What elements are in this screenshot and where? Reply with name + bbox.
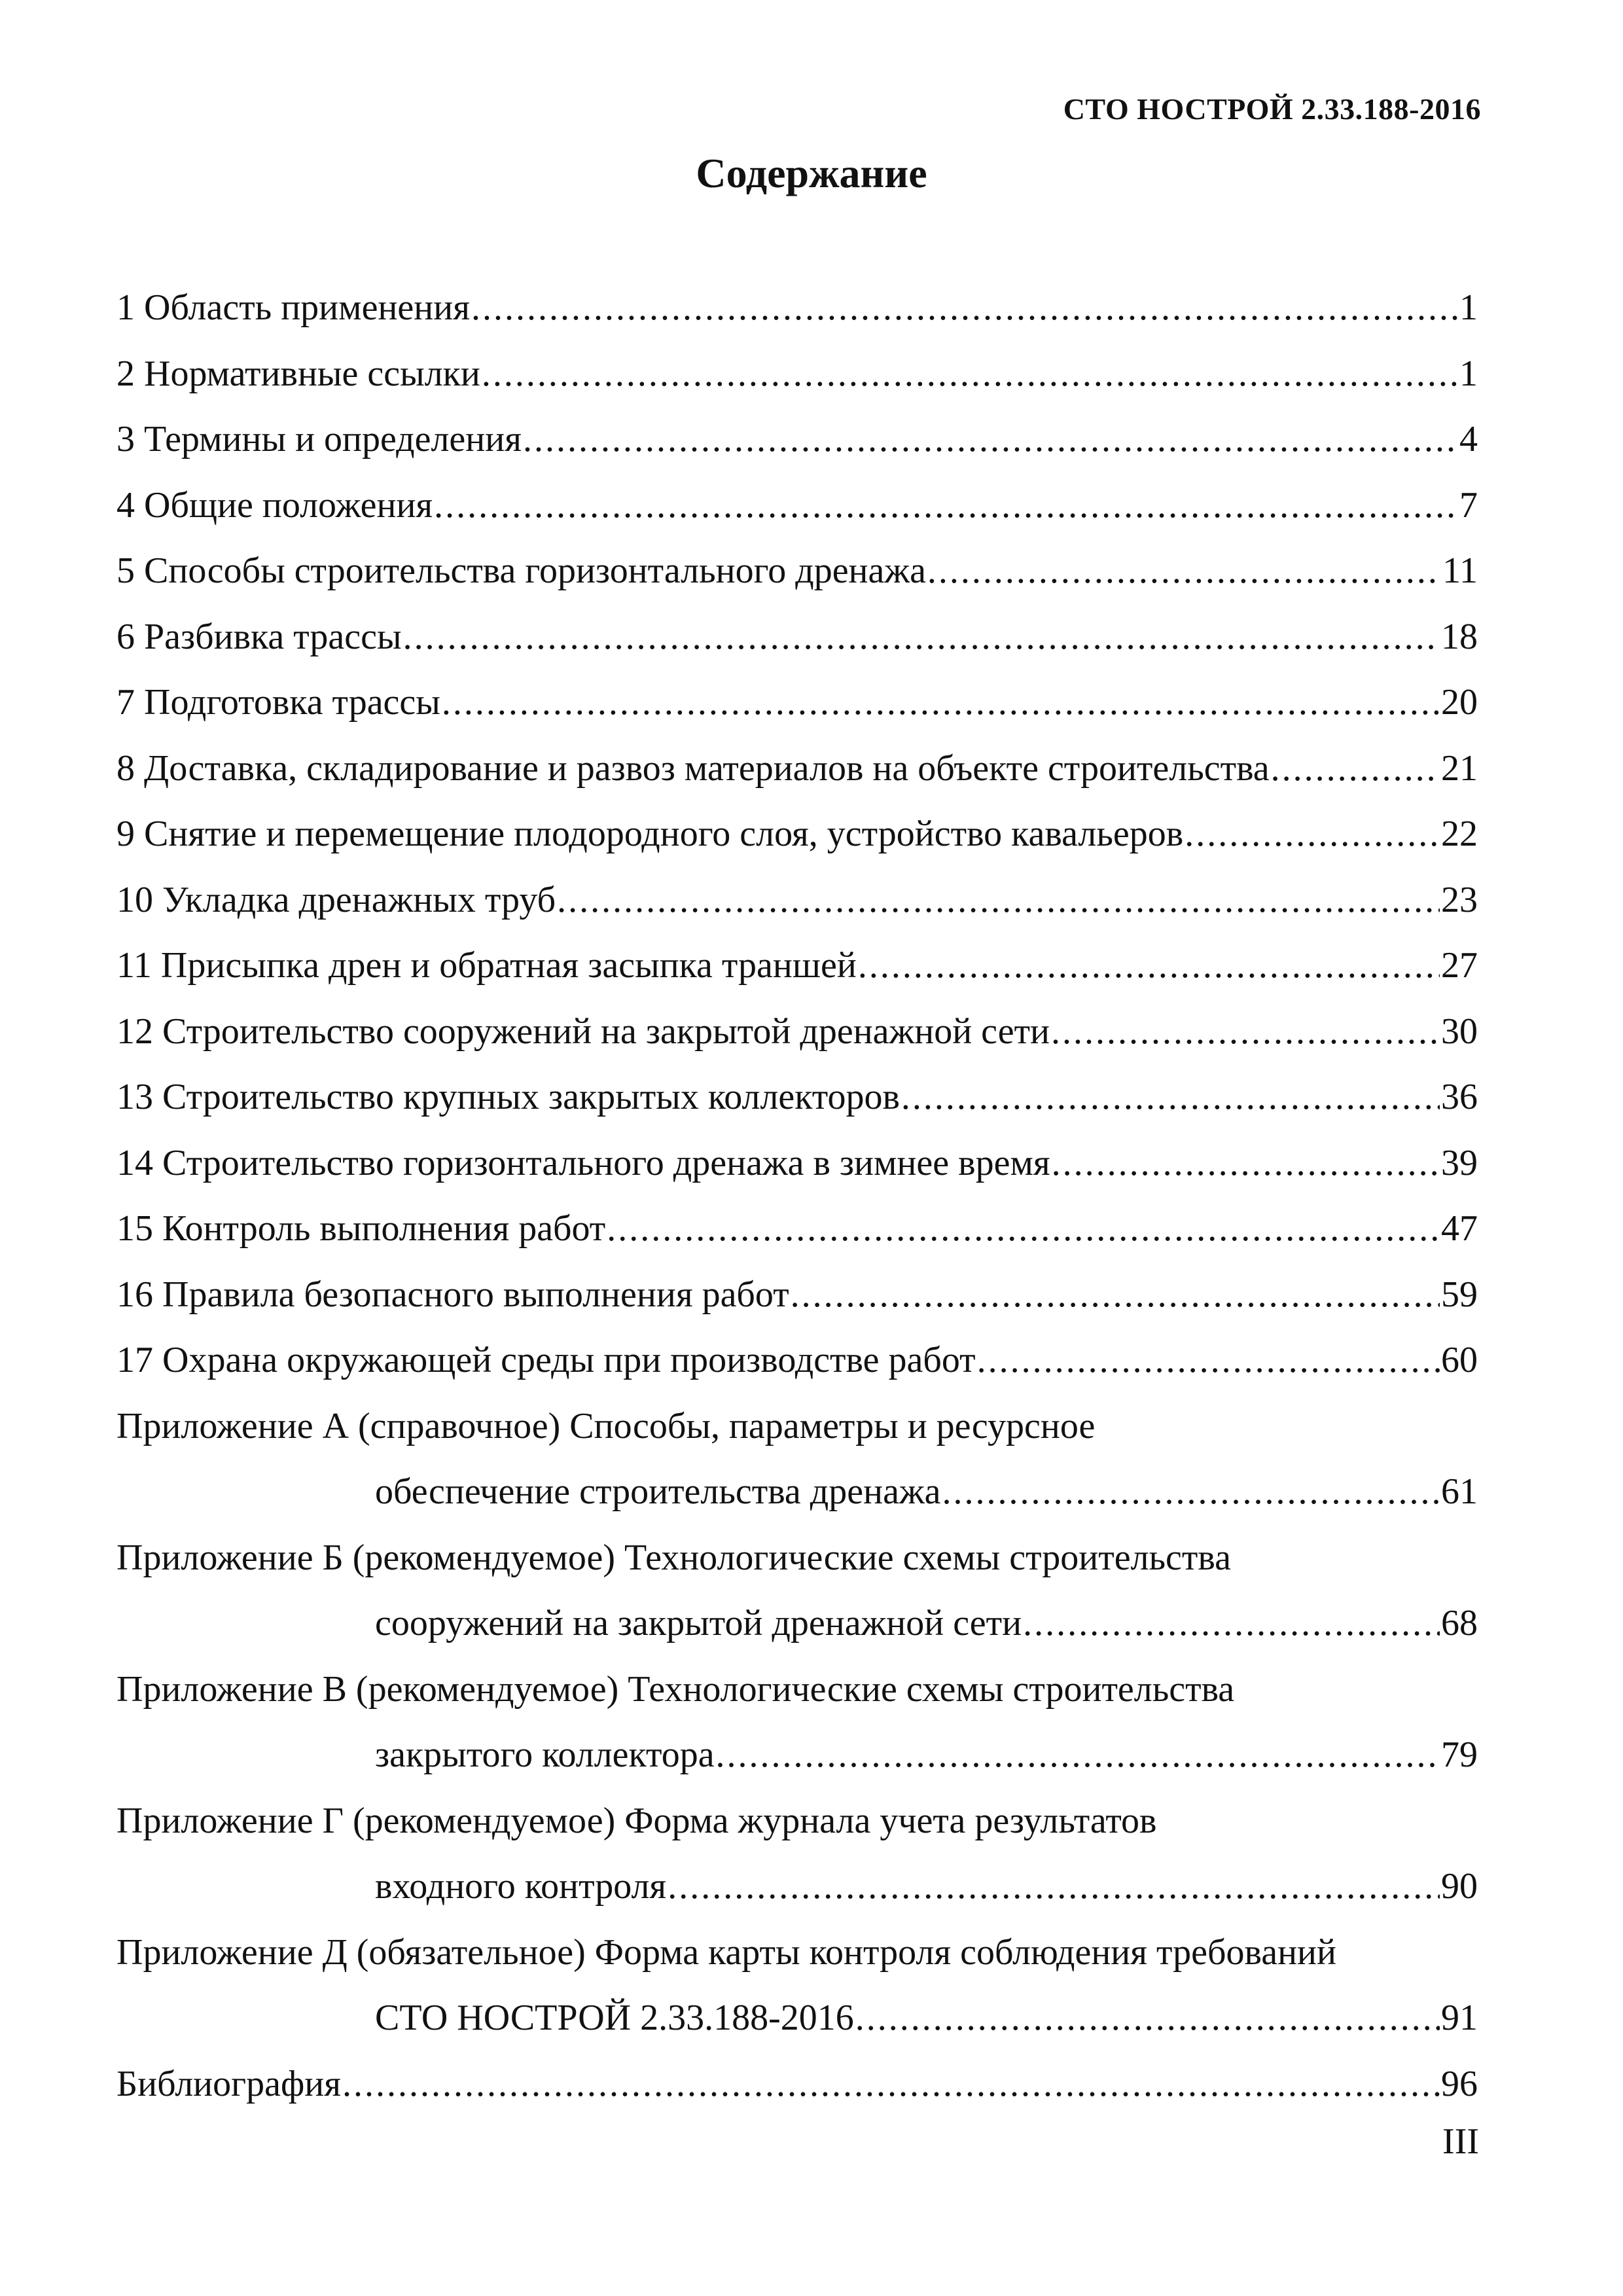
toc-leader-dots bbox=[791, 1262, 1440, 1328]
toc-leader-dots bbox=[607, 1196, 1440, 1262]
toc-entry-page: 20 bbox=[1441, 682, 1478, 723]
toc-leader-dots bbox=[471, 275, 1458, 341]
toc-entry-1[interactable] bbox=[116, 275, 1478, 341]
toc-entry-2[interactable] bbox=[116, 341, 1478, 407]
toc-entry-text: 6 Разбивка трассы bbox=[116, 616, 402, 657]
toc-leader-dots bbox=[342, 2051, 1440, 2117]
toc-entry-page: 4 bbox=[1459, 419, 1478, 459]
toc-entry-page: 39 bbox=[1441, 1142, 1478, 1183]
toc-leader-dots bbox=[927, 538, 1441, 604]
toc-entry-text: 11 Присыпка дрен и обратная засыпка траншей bbox=[116, 945, 857, 986]
toc-entry-page: 90 bbox=[1441, 1866, 1478, 1907]
toc-entry-text: 9 Снятие и перемещение плодородного слоя, устройство кавальеров bbox=[116, 814, 1184, 854]
table-of-contents bbox=[116, 275, 1478, 2117]
toc-entry-17[interactable] bbox=[116, 1327, 1478, 1393]
toc-appendix-a-cont[interactable] bbox=[116, 1459, 1478, 1525]
toc-leader-dots bbox=[442, 670, 1440, 736]
toc-entry-page: 7 bbox=[1459, 484, 1478, 526]
toc-entry-page: 1 bbox=[1459, 353, 1478, 394]
toc-entry-text: 10 Укладка дренажных труб bbox=[116, 879, 556, 920]
toc-entry-text: 3 Термины и определения bbox=[116, 419, 522, 459]
toc-leader-dots bbox=[1051, 999, 1440, 1065]
toc-appendix-a[interactable] bbox=[116, 1393, 1478, 1460]
toc-entry-text: Библиография bbox=[116, 2063, 341, 2104]
toc-appendix-b-cont[interactable] bbox=[116, 1590, 1478, 1657]
toc-entry-text: 14 Строительство горизонтального дренажа в зимнее время bbox=[116, 1142, 1050, 1183]
toc-entry-text: Приложение А (справочное) Способы, параметры и ресурсное bbox=[116, 1405, 1096, 1446]
toc-leader-dots bbox=[434, 473, 1458, 539]
toc-leader-dots bbox=[1023, 1590, 1440, 1657]
toc-entry-6[interactable] bbox=[116, 604, 1478, 670]
toc-entry-page: 23 bbox=[1441, 879, 1478, 920]
toc-entry-text: 2 Нормативные ссылки bbox=[116, 353, 480, 394]
toc-leader-dots bbox=[942, 1459, 1440, 1525]
toc-entry-continuation: закрытого коллектора bbox=[375, 1734, 715, 1775]
toc-entry-11[interactable] bbox=[116, 933, 1478, 999]
toc-entry-page: 60 bbox=[1441, 1340, 1478, 1380]
toc-entry-page: 11 bbox=[1442, 550, 1478, 591]
toc-entry-7[interactable] bbox=[116, 670, 1478, 736]
toc-entry-page: 91 bbox=[1441, 1998, 1478, 2038]
toc-leader-dots bbox=[523, 406, 1458, 473]
toc-appendix-b[interactable] bbox=[116, 1525, 1478, 1591]
toc-entry-16[interactable] bbox=[116, 1262, 1478, 1328]
toc-entry-12[interactable] bbox=[116, 999, 1478, 1065]
toc-leader-dots bbox=[977, 1327, 1440, 1393]
toc-leader-dots bbox=[557, 867, 1440, 933]
toc-entry-page: 27 bbox=[1441, 945, 1478, 986]
toc-entry-text: Приложение Г (рекомендуемое) Форма журнала учета результатов bbox=[116, 1800, 1157, 1841]
toc-title: Содержание bbox=[696, 150, 927, 196]
toc-entry-text: 1 Область применения bbox=[116, 287, 470, 328]
toc-entry-page: 47 bbox=[1441, 1208, 1478, 1249]
toc-entry-continuation: обеспечение строительства дренажа bbox=[375, 1471, 941, 1512]
toc-bibliography[interactable] bbox=[116, 2051, 1478, 2117]
document-code-header: СТО НОСТРОЙ 2.33.188-2016 bbox=[1063, 92, 1481, 126]
toc-entry-page: 79 bbox=[1441, 1734, 1478, 1775]
toc-entry-10[interactable] bbox=[116, 867, 1478, 933]
toc-entry-text: 5 Способы строительства горизонтального дренажа bbox=[116, 550, 926, 591]
toc-entry-14[interactable] bbox=[116, 1130, 1478, 1196]
toc-entry-continuation: СТО НОСТРОЙ 2.33.188-2016 bbox=[375, 1998, 854, 2038]
toc-entry-page: 61 bbox=[1441, 1471, 1478, 1512]
toc-entry-5[interactable] bbox=[116, 538, 1478, 604]
toc-entry-15[interactable] bbox=[116, 1196, 1478, 1262]
toc-entry-text: 7 Подготовка трассы bbox=[116, 682, 440, 723]
toc-leader-dots bbox=[858, 933, 1440, 999]
toc-entry-text: Приложение Б (рекомендуемое) Технологические схемы строительства bbox=[116, 1537, 1231, 1578]
toc-entry-4[interactable] bbox=[116, 473, 1478, 539]
toc-entry-text: 4 Общие положения bbox=[116, 484, 433, 526]
toc-entry-text: 13 Строительство крупных закрытых коллекторов bbox=[116, 1077, 900, 1117]
toc-entry-text: 8 Доставка, складирование и развоз материалов на объекте строительства bbox=[116, 747, 1270, 789]
toc-leader-dots bbox=[1052, 1130, 1440, 1196]
toc-appendix-g[interactable] bbox=[116, 1788, 1478, 1854]
toc-entry-page: 1 bbox=[1459, 287, 1478, 328]
toc-entry-page: 21 bbox=[1441, 747, 1478, 789]
toc-entry-text: Приложение Д (обязательное) Форма карты контроля соблюдения требований bbox=[116, 1931, 1336, 1973]
toc-entry-9[interactable] bbox=[116, 801, 1478, 867]
toc-leader-dots bbox=[403, 604, 1440, 670]
toc-leader-dots bbox=[901, 1064, 1440, 1130]
toc-entry-page: 22 bbox=[1441, 814, 1478, 854]
toc-appendix-d-cont[interactable] bbox=[116, 1985, 1478, 2051]
toc-entry-3[interactable] bbox=[116, 406, 1478, 473]
toc-appendix-v[interactable] bbox=[116, 1657, 1478, 1723]
page-number: III bbox=[1442, 2121, 1479, 2162]
toc-entry-13[interactable] bbox=[116, 1064, 1478, 1130]
toc-entry-continuation: сооружений на закрытой дренажной сети bbox=[375, 1603, 1022, 1643]
toc-leader-dots bbox=[855, 1985, 1440, 2051]
toc-entry-page: 30 bbox=[1441, 1011, 1478, 1052]
toc-entry-page: 36 bbox=[1441, 1077, 1478, 1117]
toc-entry-text: 16 Правила безопасного выполнения работ bbox=[116, 1274, 789, 1315]
toc-leader-dots bbox=[482, 341, 1458, 407]
toc-entry-text: 12 Строительство сооружений на закрытой дренажной сети bbox=[116, 1011, 1050, 1052]
toc-entry-text: 17 Охрана окружающей среды при производстве работ bbox=[116, 1340, 976, 1380]
toc-leader-dots bbox=[716, 1722, 1440, 1788]
toc-entry-page: 96 bbox=[1441, 2063, 1478, 2104]
toc-appendix-d[interactable] bbox=[116, 1920, 1478, 1986]
toc-entry-continuation: входного контроля bbox=[375, 1866, 667, 1907]
toc-entry-text: 15 Контроль выполнения работ bbox=[116, 1208, 606, 1249]
toc-appendix-g-cont[interactable] bbox=[116, 1854, 1478, 1920]
toc-leader-dots bbox=[1271, 736, 1440, 802]
toc-leader-dots bbox=[668, 1854, 1440, 1920]
toc-entry-text: Приложение В (рекомендуемое) Технологические схемы строительства bbox=[116, 1668, 1235, 1710]
toc-entry-page: 18 bbox=[1441, 616, 1478, 657]
toc-appendix-v-cont[interactable] bbox=[116, 1722, 1478, 1788]
toc-entry-8[interactable] bbox=[116, 736, 1478, 802]
toc-entry-page: 59 bbox=[1441, 1274, 1478, 1315]
toc-entry-page: 68 bbox=[1441, 1603, 1478, 1643]
toc-leader-dots bbox=[1185, 801, 1440, 867]
